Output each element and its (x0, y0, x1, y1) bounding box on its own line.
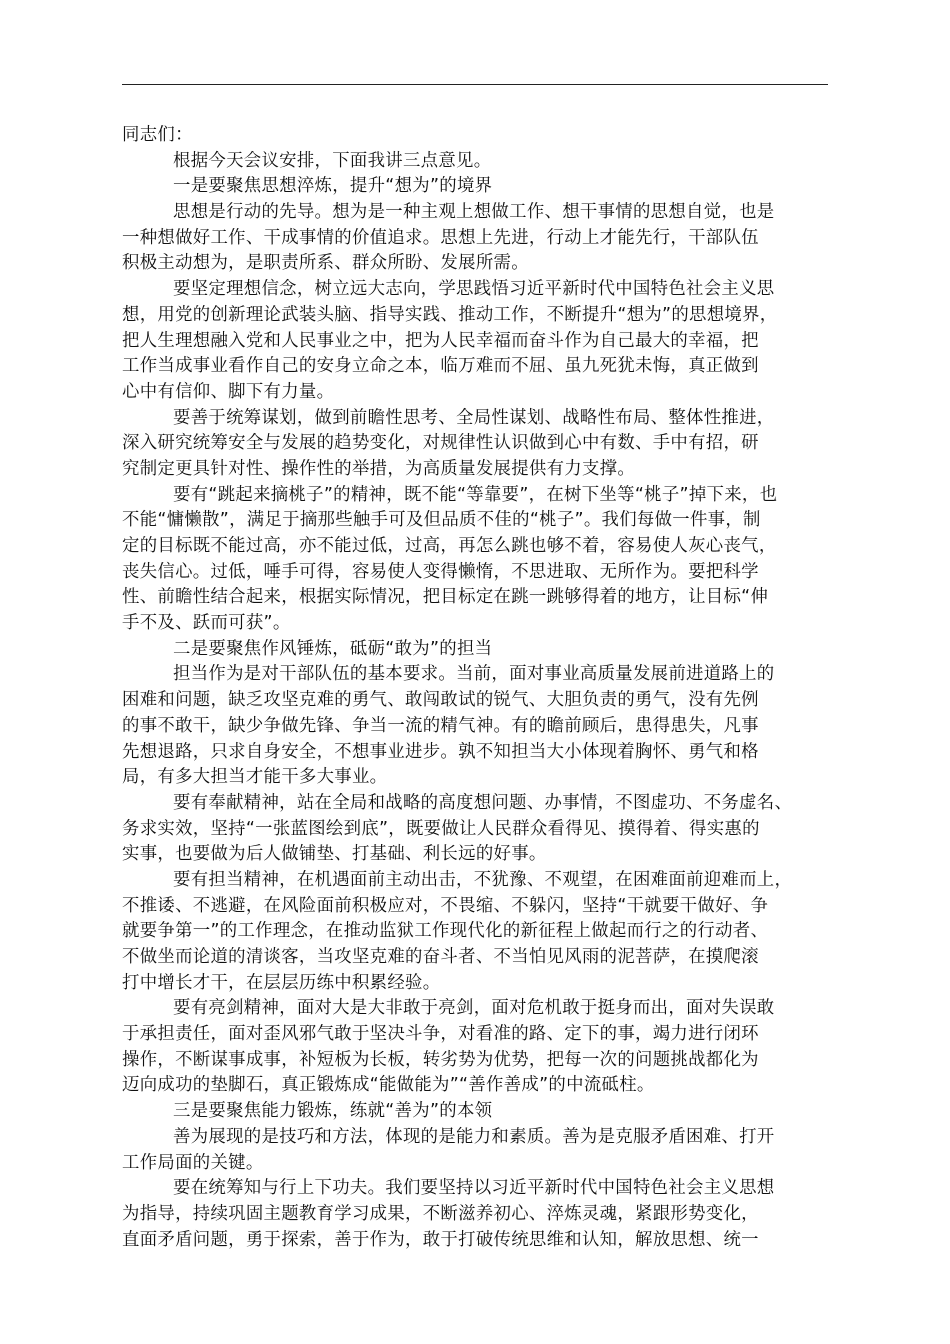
text-line: 同志们： (122, 125, 193, 145)
text-line: 要有亮剑精神，面对大是大非敢于亮剑，面对危机敢于挺身而出，面对失误敢 (173, 998, 775, 1019)
text-line: 一是要聚焦思想淬炼，提升“想为”的境界 (173, 176, 493, 197)
text-line: 想，用党的创新理论武装头脑、指导实践、推动工作，不断提升“想为”的思想境界， (122, 304, 778, 325)
text-line: 为指导，持续巩固主题教育学习成果，不断滋养初心、淬炼灵魂，紧跟形势变化， (122, 1203, 759, 1224)
text-line: 迈向成功的垫脚石，真正锻炼成“能做能为”“善作善成”的中流砥柱。 (122, 1075, 655, 1096)
text-line: 要有担当精神，在机遇面前主动出击，不犹豫、不观望，在困难面前迎难而上， (173, 869, 793, 890)
text-line: 局，有多大担当才能干多大事业。 (122, 767, 388, 788)
text-line: 担当作为是对干部队伍的基本要求。当前，面对事业高质量发展前进道路上的 (173, 664, 775, 685)
text-line: 于承担责任，面对歪风邪气敢于坚决斗争，对看准的路、定下的事，竭力进行闭环 (122, 1024, 759, 1045)
text-line: 困难和问题，缺乏攻坚克难的勇气、敢闯敢试的锐气、大胆负责的勇气，没有先例 (122, 690, 759, 711)
text-line: 根据今天会议安排，下面我讲三点意见。 (173, 150, 492, 171)
text-line: 性、前瞻性结合起来，根据实际情况，把目标定在跳一跳够得着的地方，让目标“伸 (122, 587, 769, 608)
text-line: 不能“慵懒散”，满足于摘那些触手可及但品质不佳的“桃子”。我们每做一件事，制 (122, 510, 761, 531)
text-line: 思想是行动的先导。想为是一种主观上想做工作、想干事情的思想自觉，也是 (173, 202, 775, 223)
text-line: 积极主动想为，是职责所系、群众所盼、发展所需。 (122, 253, 529, 274)
text-line: 要善于统筹谋划，做到前瞻性思考、全局性谋划、战略性布局、整体性推进， (173, 407, 775, 428)
text-line: 三是要聚焦能力锻炼，练就“善为”的本领 (173, 1101, 493, 1122)
text-line: 务求实效，坚持“一张蓝图绘到底”，既要做让人民群众看得见、摸得着、得实惠的 (122, 818, 760, 839)
text-line: 要坚定理想信念，树立远大志向，学思践悟习近平新时代中国特色社会主义思 (173, 279, 775, 300)
text-line: 操作，不断谋事成事，补短板为长板，转劣势为优势，把每一次的问题挑战都化为 (122, 1049, 759, 1070)
text-line: 要在统筹知与行上下功夫。我们要坚持以习近平新时代中国特色社会主义思想 (173, 1178, 775, 1199)
text-line: 的事不敢干，缺少争做先锋、争当一流的精气神。有的瞻前顾后，患得患失，凡事 (122, 715, 759, 736)
text-line: 二是要聚焦作风锤炼，砥砺“敢为”的担当 (173, 638, 493, 659)
document-body (122, 123, 828, 1253)
text-line: 把人生理想融入党和人民事业之中，把为人民幸福而奋斗作为自己最大的幸福，把 (122, 330, 759, 351)
text-line: 究制定更具针对性、操作性的举措，为高质量发展提供有力支撑。 (122, 458, 636, 479)
text-line: 不推诿、不逃避，在风险面前积极应对，不畏缩、不躲闪，坚持“干就要干做好、争 (122, 895, 769, 916)
text-line: 打中增长才干，在层层历练中积累经验。 (122, 972, 441, 993)
text-line: 丧失信心。过低，唾手可得，容易使人变得懒惰，不思进取、无所作为。要把科学 (122, 561, 759, 582)
text-line: 先想退路，只求自身安全，不想事业进步。孰不知担当大小体现着胸怀、勇气和格 (122, 741, 759, 762)
text-line: 定的目标既不能过高，亦不能过低，过高，再怎么跳也够不着，容易使人灰心丧气， (122, 536, 777, 556)
text-line: 工作局面的关键。 (122, 1152, 264, 1173)
text-line: 工作当成事业看作自己的安身立命之本，临万难而不屈、虽九死犹未悔，真正做到 (122, 356, 759, 377)
text-line: 要有“跳起来摘桃子”的精神，既不能“等靠要”，在树下坐等“桃子”掉下来，也 (173, 484, 778, 505)
text-line: 就要争第一”的工作理念，在推动监狱工作现代化的新征程上做起而行之的行动者、 (122, 921, 769, 942)
header-rule (122, 84, 828, 85)
text-line: 直面矛盾问题，勇于探索，善于作为，敢于打破传统思维和认知，解放思想、统一 (122, 1229, 759, 1250)
text-line: 手不及、跃而可获”。 (122, 613, 291, 634)
text-line: 一种想做好工作、干成事情的价值追求。思想上先进，行动上才能先行，干部队伍 (122, 227, 759, 248)
text-line: 心中有信仰、脚下有力量。 (122, 381, 335, 402)
text-line: 要有奉献精神，站在全局和战略的高度想问题、办事情，不图虚功、不务虚名、 (173, 792, 793, 813)
text-line: 善为展现的是技巧和方法，体现的是能力和素质。善为是克服矛盾困难、打开 (173, 1126, 775, 1147)
text-line: 不做坐而论道的清谈客，当攻坚克难的奋斗者、不当怕见风雨的泥菩萨，在摸爬滚 (122, 947, 759, 967)
text-line: 深入研究统筹安全与发展的趋势变化，对规律性认识做到心中有数、手中有招，研 (122, 433, 759, 454)
text-line: 实事，也要做为后人做铺垫、打基础、利长远的好事。 (122, 844, 547, 865)
